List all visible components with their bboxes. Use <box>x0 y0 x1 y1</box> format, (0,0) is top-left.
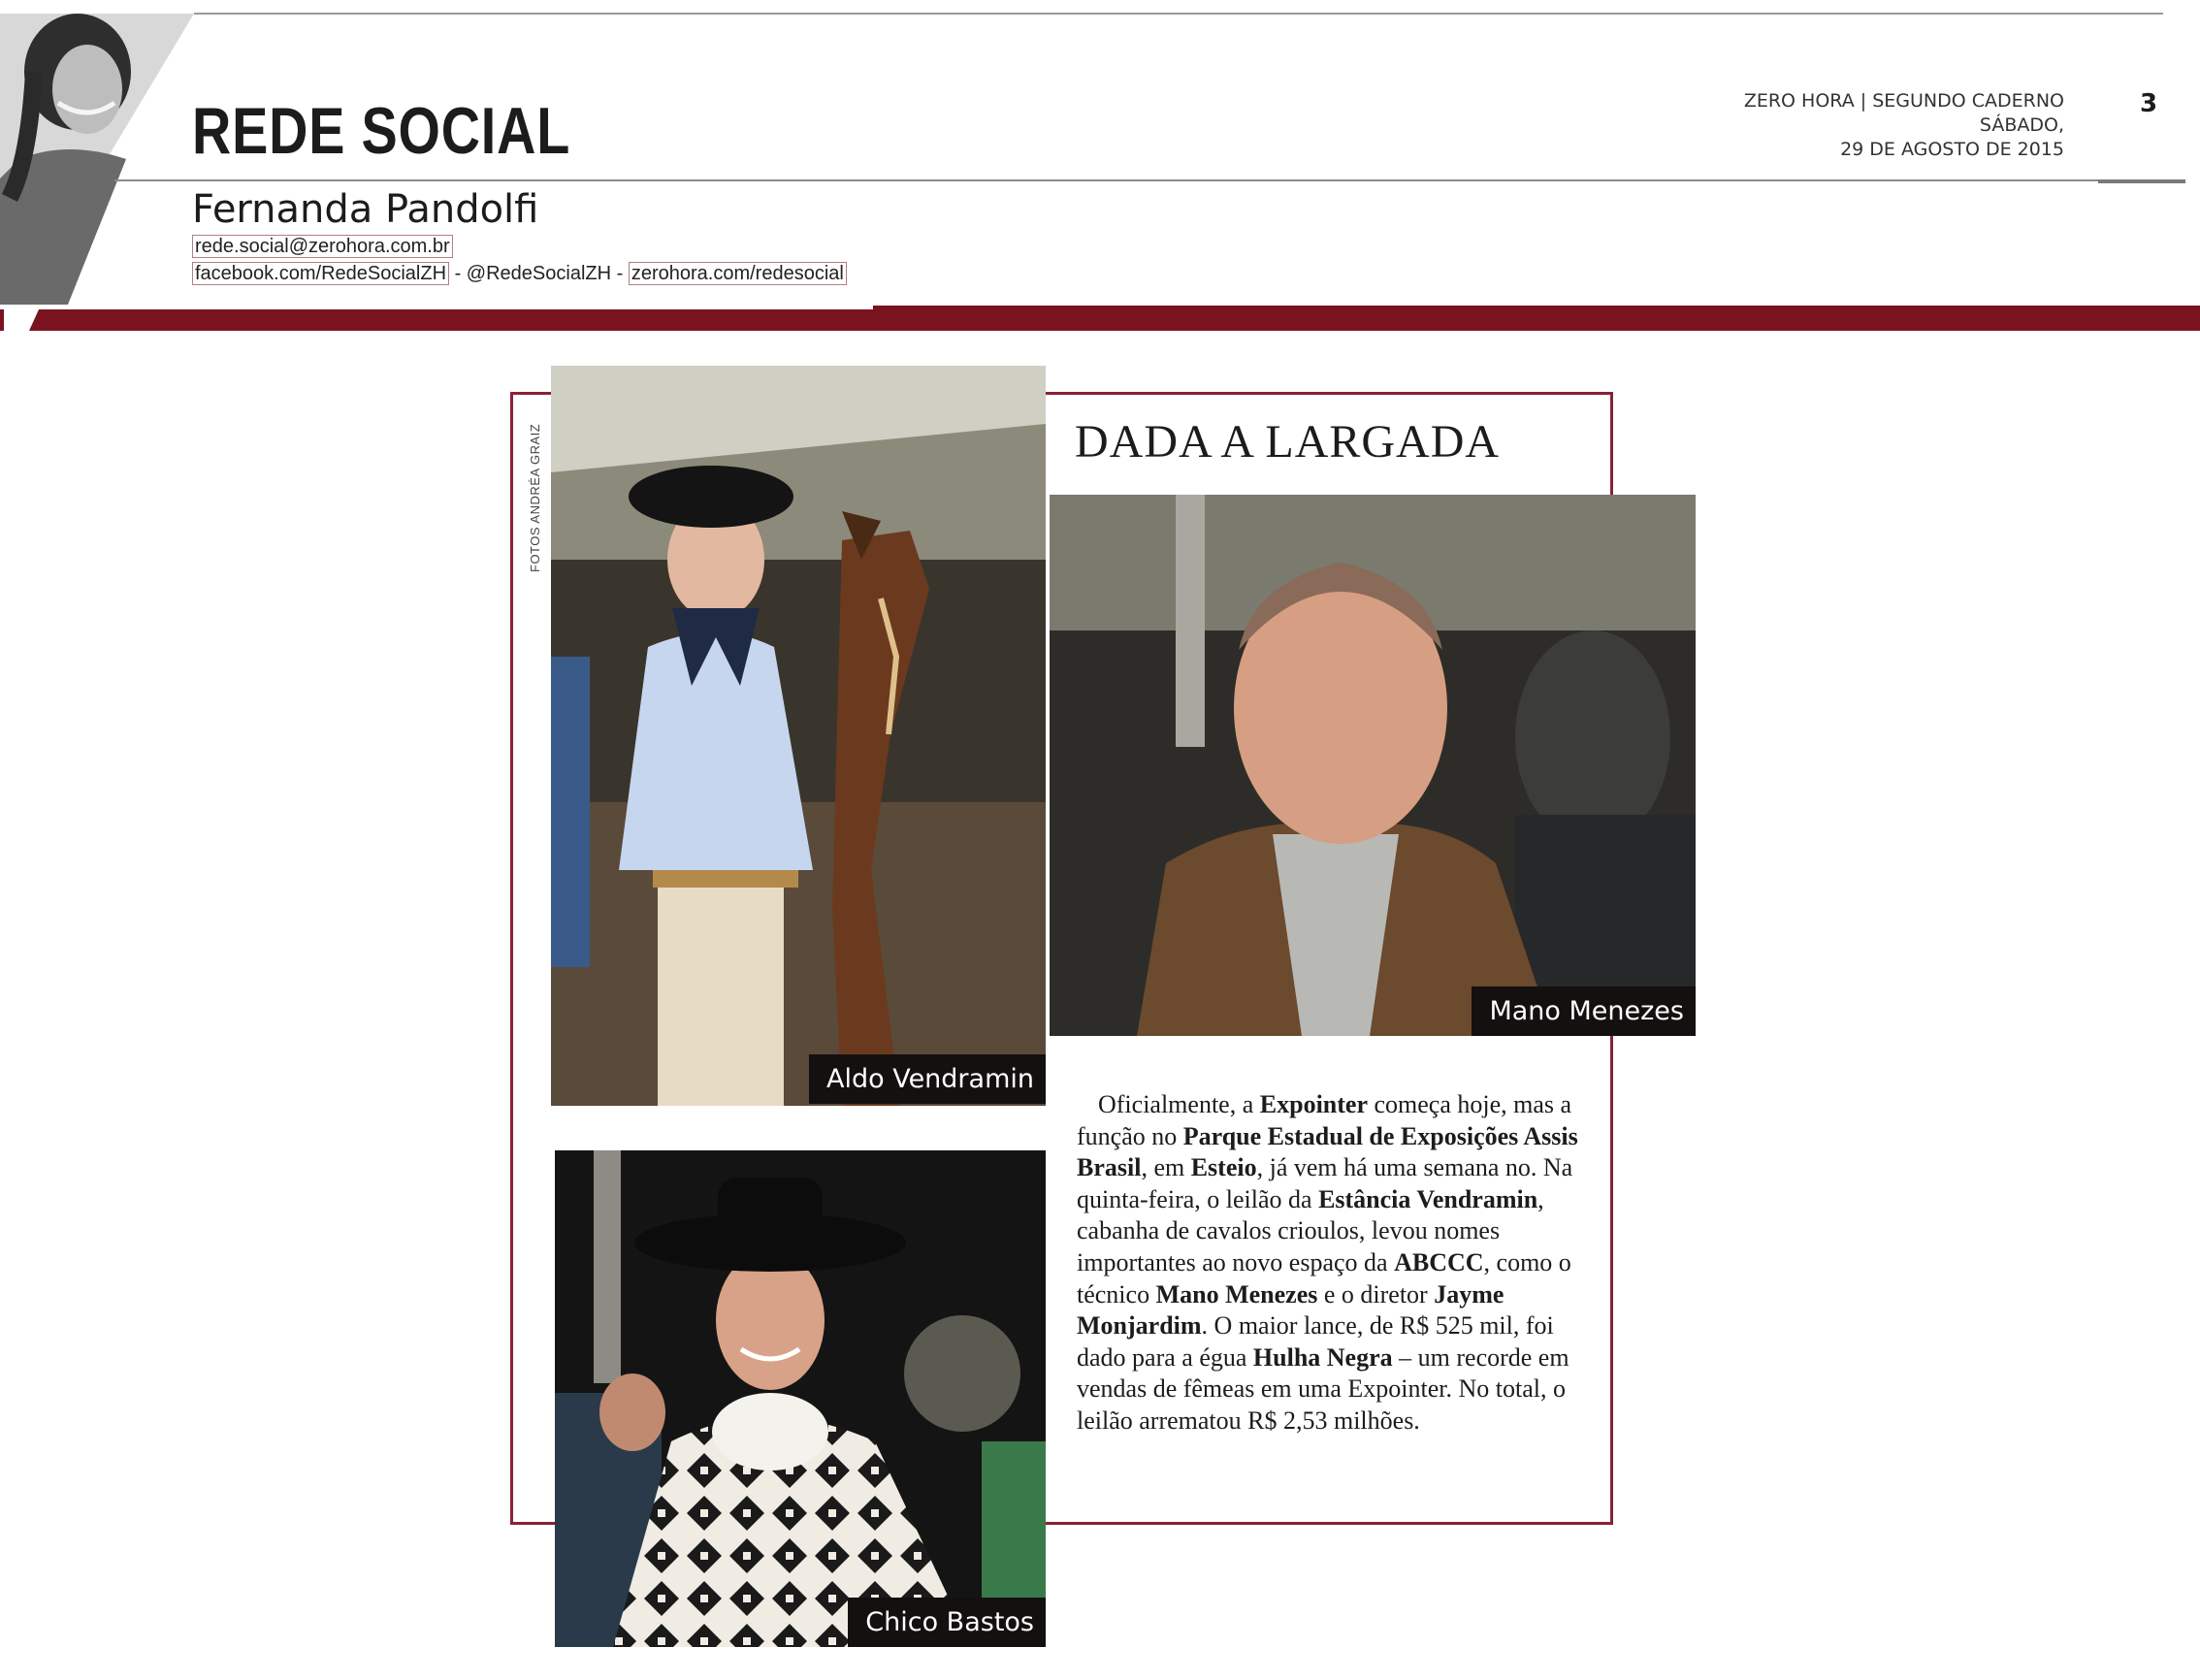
twitter-handle: @RedeSocialZH <box>466 263 612 284</box>
contact-separator: - <box>611 263 629 284</box>
body-emphasis: Jayme Monjardim <box>1077 1279 1504 1341</box>
body-emphasis: Parque Estadual de Exposições Assis Brasil <box>1077 1121 1578 1182</box>
author-name: Fernanda Pandolfi <box>192 187 539 232</box>
body-text-segment: . O maior lance, de R$ 525 mil, foi dado para a égua <box>1077 1311 1554 1372</box>
body-emphasis: Mano Menezes <box>1155 1279 1318 1308</box>
article-body <box>1077 1089 1581 1438</box>
page-number: 3 <box>2140 89 2158 118</box>
masthead-date: 29 DE AGOSTO DE 2015 <box>1840 139 2064 160</box>
email-link[interactable]: rede.social@zerohora.com.br <box>192 235 453 258</box>
body-text-segment: , cabanha de cavalos crioulos, levou nomes importantes ao novo espaço da <box>1077 1184 1544 1276</box>
top-rule <box>194 13 2163 15</box>
header-red-band <box>0 306 2200 331</box>
body-emphasis: ABCCC <box>1394 1247 1484 1276</box>
header-divider <box>114 179 2181 181</box>
photo-aldo-vendramin <box>551 366 1046 1106</box>
photo-mano-menezes <box>1050 495 1696 1036</box>
caption-aldo-vendramin: Aldo Vendramin <box>809 1054 1046 1104</box>
masthead-publication: ZERO HORA | SEGUNDO CADERNO <box>1743 90 2064 112</box>
facebook-link[interactable]: facebook.com/RedeSocialZH <box>192 262 449 285</box>
caption-chico-bastos: Chico Bastos <box>848 1598 1046 1647</box>
body-text-segment: , como o técnico <box>1077 1247 1571 1308</box>
body-emphasis: Hulha Negra <box>1252 1342 1393 1372</box>
body-text-segment: Oficialmente, a <box>1098 1090 1260 1118</box>
photo-credit: FOTOS ANDRÉA GRAIZ <box>528 423 542 572</box>
body-emphasis: Expointer <box>1259 1090 1368 1118</box>
masthead <box>1744 89 2064 162</box>
header-divider-right <box>2098 179 2185 183</box>
contact-line-social <box>192 263 847 285</box>
caption-mano-menezes: Mano Menezes <box>1472 986 1696 1036</box>
contact-separator: - <box>449 263 467 284</box>
body-text-segment: , em <box>1141 1153 1191 1182</box>
body-text-segment: – um recorde em vendas de fêmeas em uma Expointer. No total, o leilão arrematou R$ 2,53 milhões. <box>1077 1342 1569 1435</box>
photo-chico-bastos <box>555 1150 1046 1647</box>
masthead-weekday: SÁBADO, <box>1979 114 2064 136</box>
body-emphasis: Esteio <box>1190 1153 1257 1182</box>
website-link[interactable]: zerohora.com/redesocial <box>629 262 847 285</box>
section-title: REDE SOCIAL <box>192 94 571 168</box>
body-emphasis: Estância Vendramin <box>1318 1184 1538 1213</box>
columnist-photo <box>0 14 194 305</box>
body-text-segment: , já vem há uma semana no. Na quinta-feira, o leilão da <box>1077 1153 1573 1213</box>
body-text-segment: e o diretor <box>1317 1279 1435 1308</box>
contact-line-email <box>192 236 453 258</box>
article-headline: DADA A LARGADA <box>1075 416 1501 468</box>
body-text-segment: começa hoje, mas a função no <box>1077 1090 1572 1150</box>
